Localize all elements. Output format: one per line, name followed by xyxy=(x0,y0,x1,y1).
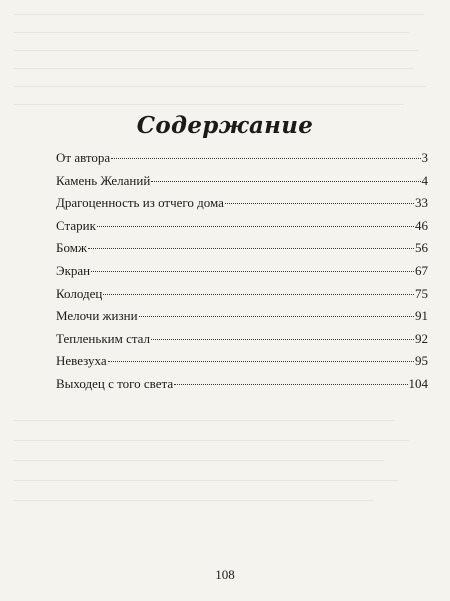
toc-entry-page: 56 xyxy=(415,240,428,256)
toc-entry[interactable] xyxy=(56,331,428,354)
toc-entry-page: 33 xyxy=(415,195,428,211)
toc-entry-title: Драгоценность из отчего дома xyxy=(56,195,224,211)
toc-entry-title: Бомж xyxy=(56,240,87,256)
dot-leader xyxy=(108,361,414,362)
bleed-through-line xyxy=(14,32,409,33)
bleed-through-line xyxy=(14,68,414,69)
dot-leader xyxy=(151,181,420,182)
toc-entry-page: 91 xyxy=(415,308,428,324)
bleed-through-line xyxy=(14,14,424,15)
bleed-through-line xyxy=(14,440,409,441)
toc-entry-page: 75 xyxy=(415,285,428,301)
toc-entry-title: Тепленьким стал xyxy=(56,330,151,346)
bleed-through-line xyxy=(14,86,426,87)
toc-entry[interactable] xyxy=(56,376,428,399)
toc-entry[interactable] xyxy=(56,195,428,218)
toc-entry[interactable] xyxy=(56,218,428,241)
dot-leader xyxy=(225,203,414,204)
toc-entry[interactable] xyxy=(56,240,428,263)
toc-entry-title: Колодец xyxy=(56,285,103,301)
toc-entry[interactable] xyxy=(56,173,428,196)
bleed-through-line xyxy=(14,50,419,51)
toc-entry-title: От автора xyxy=(56,150,111,165)
toc-entry[interactable] xyxy=(56,308,428,331)
toc-entry-page: 67 xyxy=(415,262,428,278)
toc-entry[interactable] xyxy=(56,353,428,376)
page-number: 108 xyxy=(215,567,235,582)
bleed-through-line xyxy=(14,420,394,421)
dot-leader xyxy=(151,339,414,340)
toc-entry-title: Мелочи жизни xyxy=(56,308,138,324)
dot-leader xyxy=(103,294,414,295)
bleed-through-line xyxy=(14,104,404,105)
toc-entry-title: Невезуха xyxy=(56,353,107,369)
bleed-through-line xyxy=(14,460,384,461)
dot-leader xyxy=(88,248,414,249)
toc-entry-title: Камень Желаний xyxy=(56,172,151,188)
toc-entry-title: Старик xyxy=(56,217,96,233)
dot-leader xyxy=(139,316,414,317)
dot-leader xyxy=(111,158,420,159)
dot-leader xyxy=(97,226,414,227)
bleed-through-line xyxy=(14,480,399,481)
dot-leader xyxy=(91,271,414,272)
page-title: Содержание xyxy=(136,112,314,139)
dot-leader xyxy=(174,384,407,385)
toc-entry-page: 46 xyxy=(415,217,428,233)
toc-entry-page: 4 xyxy=(421,172,428,188)
toc-entry-page: 104 xyxy=(408,375,428,391)
toc-entry-page: 95 xyxy=(415,353,428,369)
toc-entry-title: Экран xyxy=(56,262,91,278)
table-of-contents xyxy=(56,150,428,399)
toc-entry[interactable] xyxy=(56,263,428,286)
toc-entry[interactable] xyxy=(56,286,428,309)
toc-entry-title: Выходец с того света xyxy=(56,375,174,391)
toc-entry-page: 3 xyxy=(421,150,428,165)
bleed-through-line xyxy=(14,500,374,501)
toc-entry[interactable] xyxy=(56,150,428,173)
toc-entry-page: 92 xyxy=(415,330,428,346)
